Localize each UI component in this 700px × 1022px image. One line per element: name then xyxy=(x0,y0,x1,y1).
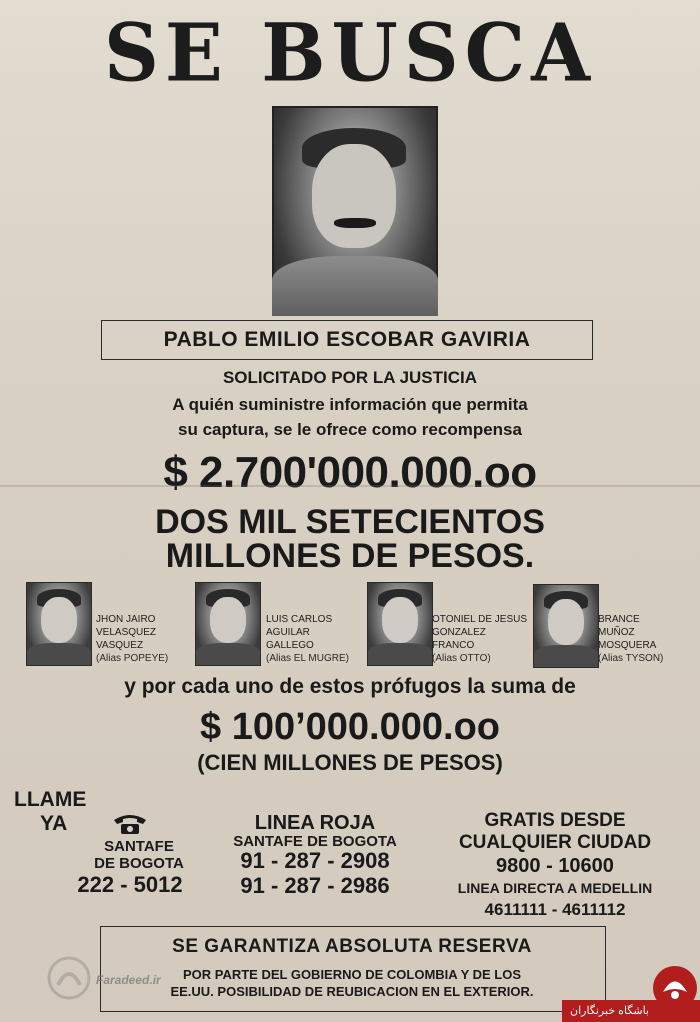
fugitive-alias: (Alias OTTO) xyxy=(432,653,491,664)
bogota-label xyxy=(70,838,208,872)
fugitive-face xyxy=(548,599,584,645)
fugitive-info xyxy=(432,613,536,665)
reserva-line1: POR PARTE DEL GOBIERNO DE COLOMBIA Y DE LOS xyxy=(182,967,522,982)
call-now-line1: LLAME xyxy=(14,788,87,811)
fugitive-info xyxy=(96,613,186,665)
fugitive-face xyxy=(41,597,77,643)
gratis-line2: CUALQUIER CIUDAD xyxy=(458,832,652,853)
call-now xyxy=(14,788,86,836)
fugitive-alias: (Alias EL MUGRE) xyxy=(266,653,349,664)
watermark-text: Faradeed.ir xyxy=(96,973,161,987)
fugitive-alias: (Alias POPEYE) xyxy=(96,653,169,664)
fugitive-photo xyxy=(533,584,599,668)
fugitive-face xyxy=(210,597,246,643)
fugitive-face xyxy=(382,597,418,643)
fugitive-name-line3: GALLEGO xyxy=(266,640,314,651)
fugitive-name-line2: GONZALEZ xyxy=(432,627,486,638)
reward-words-line1: DOS MIL SETECIENTOS xyxy=(155,503,545,541)
fugitive-info xyxy=(598,613,694,665)
info-text-line1: A quién suministre información que permita xyxy=(172,395,528,414)
fugitive-photo xyxy=(195,582,261,666)
fugitive-name-line2: VELASQUEZ xyxy=(96,627,157,638)
info-text-line2: su captura, se le ofrece como recompensa xyxy=(178,420,522,439)
directa-medellin-numbers: 4611111 - 4611112 xyxy=(484,900,626,919)
fugitive-name-line3: VASQUEZ xyxy=(96,640,144,651)
gratis-number: 9800 - 10600 xyxy=(496,855,614,877)
fugitive-reward-words: (CIEN MILLONES DE PESOS) xyxy=(197,750,503,775)
headline: SE BUSCA xyxy=(103,5,597,100)
reserva-line2: EE.UU. POSIBILIDAD DE REUBICACION EN EL EXTERIOR. xyxy=(170,984,534,999)
fugitive-info xyxy=(266,613,362,665)
linea-roja-number-2: 91 - 287 - 2986 xyxy=(240,873,390,898)
reserva-title: SE GARANTIZA ABSOLUTA RESERVA xyxy=(172,936,532,957)
photo-shirt xyxy=(272,256,438,316)
call-now-line2: YA xyxy=(40,812,68,835)
fugitive-name-line1: JHON JAIRO xyxy=(96,614,156,625)
solicitado-text: SOLICITADO POR LA JUSTICIA xyxy=(222,368,478,387)
fugitive-body xyxy=(196,643,260,665)
reward-words-line2: MILLONES DE PESOS. xyxy=(165,537,535,575)
photo-mustache xyxy=(334,218,376,228)
directa-medellin-label: LINEA DIRECTA A MEDELLIN xyxy=(457,880,653,896)
fugitive-name-line2: MUÑOZ xyxy=(598,627,635,638)
fugitive-photo xyxy=(367,582,433,666)
fugitive-name-line3: MOSQUERA xyxy=(598,640,657,651)
fugitive-photo xyxy=(26,582,92,666)
reward-amount: $ 2.700'000.000.oo xyxy=(163,448,537,497)
fugitive-name-line3: FRANCO xyxy=(432,640,475,651)
fugitive-reward-amount: $ 100’000.000.oo xyxy=(200,706,500,748)
fugitive-reward-intro: y por cada uno de estos prófugos la suma de xyxy=(124,675,576,698)
news-club-banner: باشگاه خبرنگاران xyxy=(562,1000,700,1022)
fugitive-name-line1: OTONIEL DE JESUS xyxy=(432,614,528,625)
bogota-label-line1: SANTAFE xyxy=(104,838,174,855)
fugitive-body xyxy=(534,645,598,667)
bogota-number: 222 - 5012 xyxy=(77,872,183,897)
fugitive-name-line2: AGUILAR xyxy=(266,627,310,638)
telephone-icon xyxy=(110,812,150,836)
fugitive-body xyxy=(368,643,432,665)
fugitive-name-line1: LUIS CARLOS xyxy=(266,614,333,625)
linea-roja-number-1: 91 - 287 - 2908 xyxy=(240,848,390,873)
photo-face xyxy=(312,144,396,248)
gratis-line1: GRATIS DESDE xyxy=(484,810,626,831)
linea-roja-city: SANTAFE DE BOGOTA xyxy=(233,833,397,850)
bogota-label-line2: DE BOGOTA xyxy=(94,855,184,872)
fugitive-alias: (Alias TYSON) xyxy=(598,653,664,664)
suspect-name: PABLO EMILIO ESCOBAR GAVIRIA xyxy=(101,320,593,360)
fugitive-name-line1: BRANCE xyxy=(598,614,640,625)
linea-roja-title: LINEA ROJA xyxy=(254,812,376,834)
main-suspect-photo xyxy=(272,106,438,316)
watermark-logo-icon xyxy=(46,955,92,1001)
fugitive-body xyxy=(27,643,91,665)
